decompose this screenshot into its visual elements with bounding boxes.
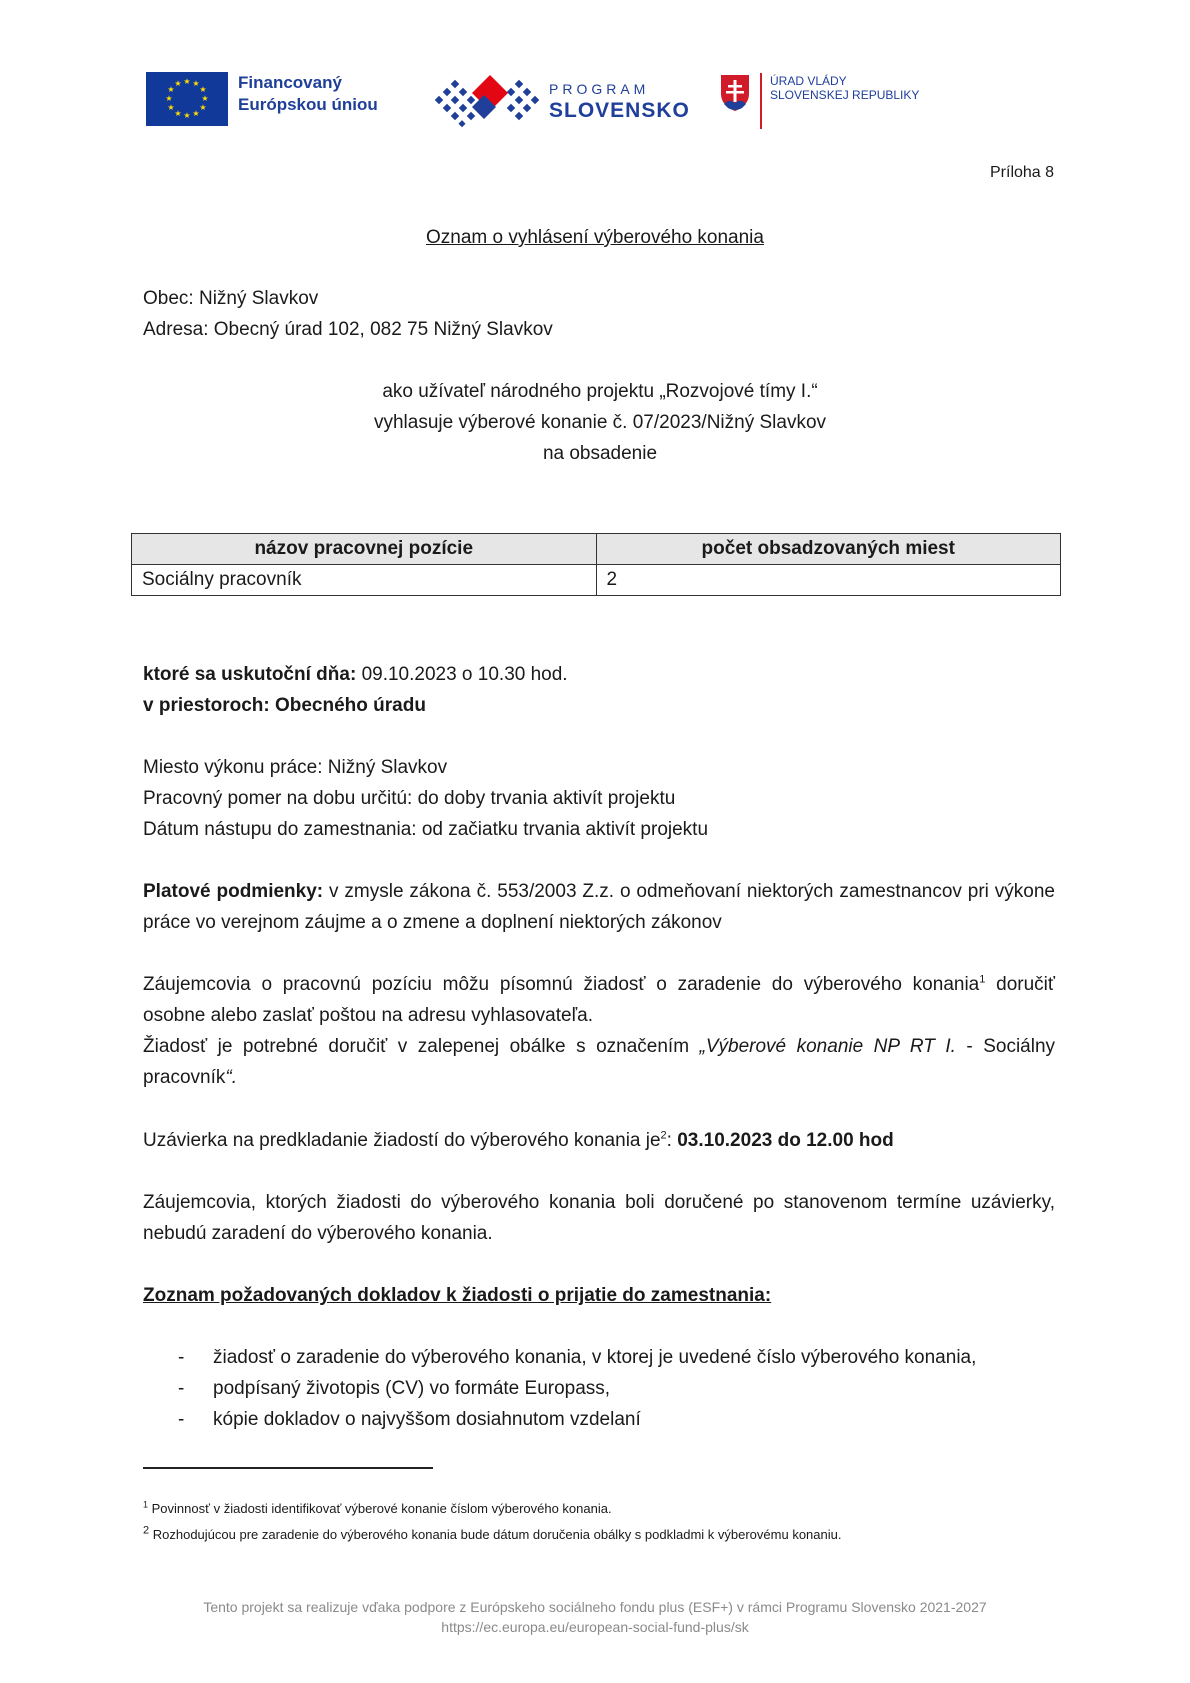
footer-funding-note: Tento projekt sa realizuje vďaka podpore z Európskeho sociálneho fondu plus (ESF+) v rámci Programu Slovensko 2021-2027 [203, 1599, 987, 1615]
application-text-1: Záujemcovia o pracovnú pozíciu môžu písomnú žiadosť o zaradenie do výberového konania [143, 974, 980, 995]
column-header-position: názov pracovnej pozície [132, 534, 597, 565]
envelope-label: „Výberové konanie NP RT I. [699, 1036, 956, 1057]
svg-text:★: ★ [183, 77, 191, 86]
svg-text:★: ★ [167, 85, 175, 94]
documents-heading: Zoznam požadovaných dokladov k žiadosti o prijatie do zamestnania: [143, 1285, 772, 1306]
svg-text:★: ★ [201, 94, 209, 103]
footnote-number: 2 [143, 1524, 150, 1537]
svg-text:★: ★ [174, 79, 182, 88]
salary-conditions [143, 876, 1055, 938]
svg-text:★: ★ [183, 111, 191, 120]
list-item-text: kópie dokladov o najvyššom dosiahnutom vzdelaní [213, 1409, 641, 1430]
list-bullet: - [178, 1409, 185, 1430]
list-item-text: žiadosť o zaradenie do výberového konania, v ktorej je uvedené číslo výberového konania, [213, 1347, 977, 1368]
svg-text:★: ★ [192, 79, 200, 88]
document-title: Oznam o vyhlásení výberového konania [426, 227, 764, 248]
footnote-ref-2: 2 [660, 1129, 667, 1142]
intro-line-3: na obsadenie [542, 443, 658, 464]
annex-label: Príloha 8 [990, 164, 1055, 181]
list-item [178, 1404, 641, 1435]
salary-text: v zmysle zákona č. 553/2003 Z.z. o odmeňovaní niektorých zamestnancov pri výkone práce vo verejnom záujme a o zmene a doplnení niektorých zákonov [143, 881, 1055, 933]
application-paragraph [143, 969, 1055, 1093]
list-item [178, 1373, 611, 1404]
footnote-separator [143, 1467, 433, 1469]
application-text-2: doručiť osobne alebo zaslať poštou na adresu vyhlasovateľa. [143, 974, 1056, 1026]
schedule-date [143, 659, 568, 690]
footnote-2 [143, 1526, 841, 1544]
table-header-row [132, 534, 1061, 565]
list-bullet: - [178, 1378, 185, 1399]
cell-position: Sociálny pracovník [132, 565, 597, 596]
envelope-label-position: - Sociálny pracovník [143, 1036, 1056, 1088]
deadline-value: 03.10.2023 do 12.00 hod [677, 1130, 894, 1151]
application-text-3: Žiadosť je potrebné doručiť v zalepenej obálke s označením [143, 1036, 700, 1057]
list-bullet: - [178, 1347, 185, 1368]
municipality-address: Adresa: Obecný úrad 102, 082 75 Nižný Slavkov [143, 319, 553, 340]
column-header-count: počet obsadzovaných miest [596, 534, 1061, 565]
salary-label: Platové podmienky: [143, 881, 324, 902]
footnote-ref-1: 1 [979, 973, 986, 986]
positions-table [131, 533, 1061, 596]
svg-text:★: ★ [174, 109, 182, 118]
table-row [132, 565, 1061, 596]
schedule-place-label: v priestoroch: [143, 695, 270, 716]
intro-line-1: ako užívateľ národného projektu „Rozvojové tímy I.“ [382, 381, 818, 402]
schedule-place-value: Obecného úradu [274, 695, 426, 716]
slovak-coat-of-arms-icon [720, 74, 750, 112]
urad-logo-text: ÚRAD VLÁDY SLOVENSKEJ REPUBLIKY [770, 74, 920, 102]
svg-text:★: ★ [165, 94, 173, 103]
intro-line-2: vyhlasuje výberové konanie č. 07/2023/Nižný Slavkov [373, 412, 827, 433]
footnote-1 [143, 1500, 612, 1518]
schedule-place [143, 690, 426, 721]
footnote-text: Rozhodujúcou pre zaradenie do výberového konania bude dátum doručenia obálky s podkladmi k výberovému konaniu. [152, 1527, 842, 1542]
eu-logo-text: Financovaný Európskou úniou [238, 73, 378, 114]
schedule-date-value: 09.10.2023 o 10.30 hod. [361, 664, 568, 685]
footnote-number: 1 [143, 1499, 149, 1510]
svg-text:★: ★ [199, 85, 207, 94]
urad-logo-divider [760, 73, 762, 129]
deadline-colon: : [666, 1130, 678, 1151]
late-applications-notice: Záujemcovia, ktorých žiadosti do výberového konania boli doručené po stanovenom termíne uzávierky, nebudú zaradení do výberového konania. [143, 1192, 1055, 1244]
envelope-label-end: “. [225, 1067, 237, 1088]
list-item [178, 1342, 977, 1373]
program-slovensko-mark-icon [434, 73, 540, 129]
program-logo-text-bottom: SLOVENSKO [549, 99, 690, 122]
list-item-text: podpísaný životopis (CV) vo formáte Europass, [213, 1378, 611, 1399]
eu-stars-icon [146, 72, 228, 126]
schedule-date-label: ktoré sa uskutoční dňa: [143, 664, 357, 685]
municipality-name: Obec: Nižný Slavkov [143, 288, 319, 309]
eu-flag-logo [146, 72, 228, 126]
svg-text:★: ★ [199, 103, 207, 112]
footer-url: https://ec.europa.eu/european-social-fund-plus/sk [441, 1619, 749, 1635]
work-start-date: Dátum nástupu do zamestnania: od začiatku trvania aktivít projektu [143, 819, 709, 840]
work-contract: Pracovný pomer na dobu určitú: do doby trvania aktivít projektu [143, 788, 676, 809]
footnote-text: Povinnosť v žiadosti identifikovať výberové konanie číslom výberového konania. [151, 1501, 612, 1516]
svg-text:★: ★ [167, 103, 175, 112]
work-place: Miesto výkonu práce: Nižný Slavkov [143, 757, 448, 778]
deadline [143, 1125, 894, 1156]
deadline-text: Uzávierka na predkladanie žiadostí do výberového konania je [143, 1130, 661, 1151]
svg-text:★: ★ [192, 109, 200, 118]
program-logo-text-top: PROGRAM [549, 81, 650, 97]
cell-count: 2 [596, 565, 1061, 596]
